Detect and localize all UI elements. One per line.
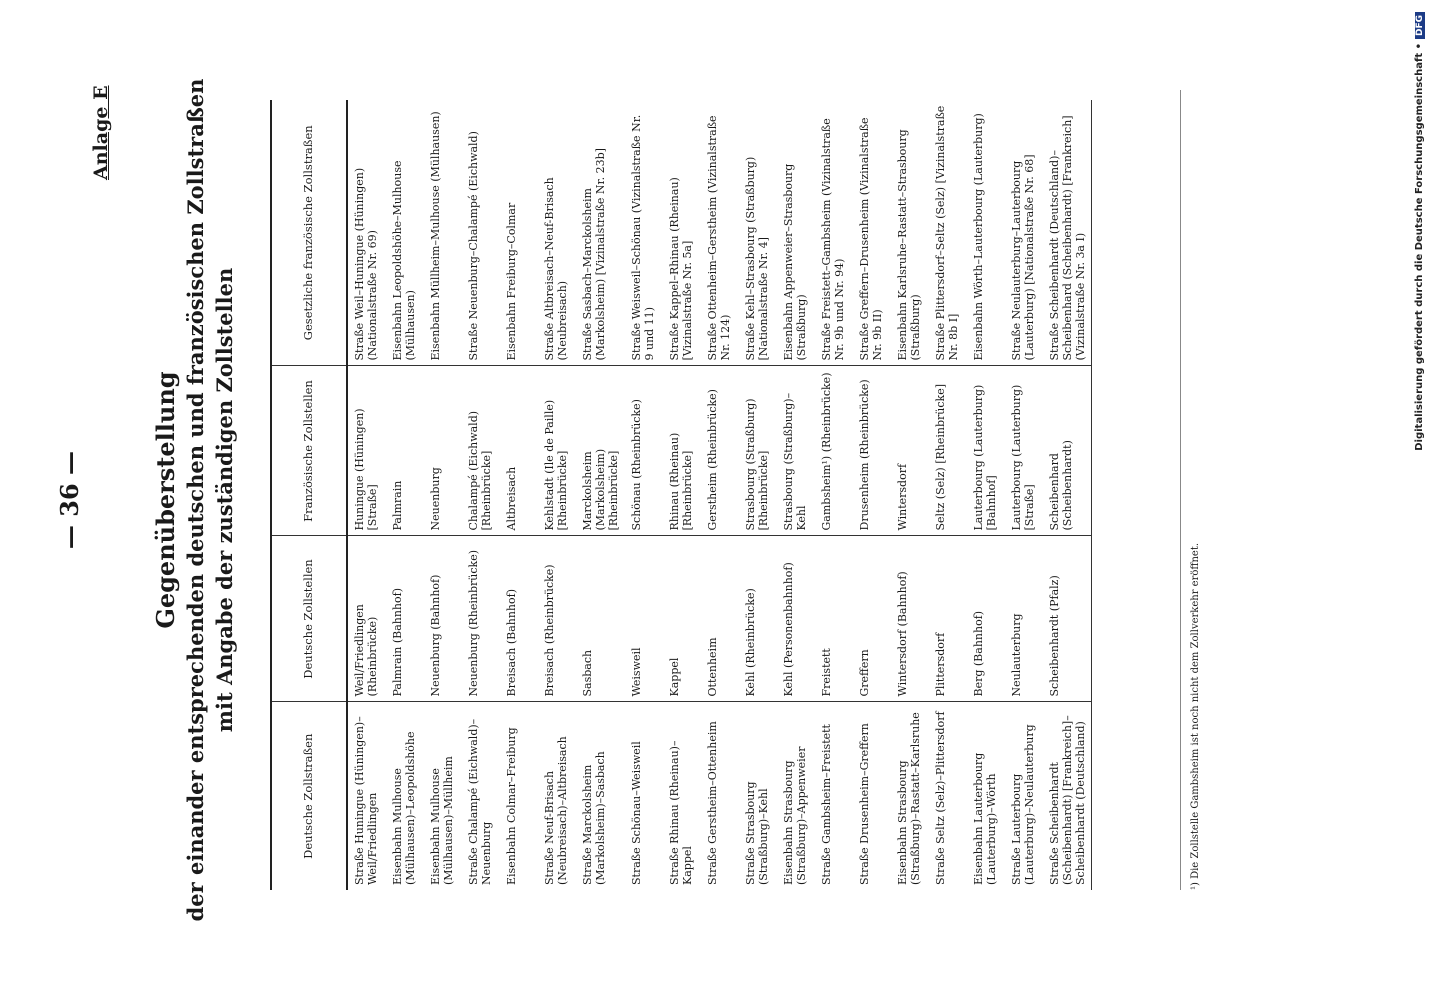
table-row — [538, 100, 576, 890]
footnote-divider — [1180, 90, 1181, 890]
cell-french-road: Straße Scheibenhardt (Deutschland)–Scheibenhard (Scheibenhardt) [Frankreich] (Vizinalstraße Nr. 3a I) — [1043, 100, 1092, 366]
cell-german-office: Weisweil — [625, 536, 663, 702]
cell-german-road: Eisenbahn Mulhouse (Mülhausen)–Leopoldshöhe — [391, 731, 418, 885]
cell-german-road: Straße Neuf-Brisach (Neubreisach)–Altbreisach — [543, 736, 570, 885]
appendix-label: Anlage E — [90, 85, 112, 180]
header-french-offices: Französische Zollstellen — [271, 366, 347, 536]
cell-german-office: Palmrain (Bahnhof) — [386, 536, 424, 702]
cell-french-road: Straße Ottenheim–Gerstheim (Vizinalstraße Nr. 124) — [701, 100, 739, 366]
cell-german-office: Ottenheim — [701, 536, 739, 702]
table-row — [815, 100, 853, 890]
title-line-2: der einander entsprechenden deutschen und französischen Zollstraßen — [183, 78, 209, 922]
table-row — [576, 100, 625, 890]
cell-german-road: Straße Gerstheim–Ottenheim — [705, 721, 719, 885]
cell-french-office: Marckolsheim (Markolsheim) [Rheinbrücke] — [576, 366, 625, 536]
cell-german-office: Berg (Bahnhof) — [967, 536, 1005, 702]
cell-german-office: Neuenburg (Bahnhof) — [424, 536, 462, 702]
table-row — [424, 100, 462, 890]
cell-french-office: Lauterbourg (Lauterburg) [Straße] — [1005, 366, 1043, 536]
cell-german-office: Kehl (Personenbahnhof) — [777, 536, 815, 702]
cell-german-office: Plittersdorf — [929, 536, 967, 702]
table-row — [739, 100, 777, 890]
cell-german-office: Weil/Friedlingen (Rheinbrücke) — [347, 536, 386, 702]
table-row — [701, 100, 739, 890]
cell-french-road: Straße Altbreisach–Neuf-Brisach (Neubreisach) — [538, 100, 576, 366]
cell-french-office: Gambsheim¹) (Rheinbrücke) — [815, 366, 853, 536]
cell-french-road: Eisenbahn Appenweier–Strasbourg (Straßburg) — [777, 100, 815, 366]
table-row — [891, 100, 929, 890]
cell-french-road: Straße Kehl–Strasbourg (Straßburg) [Nationalstraße Nr. 4] — [739, 100, 777, 366]
header-german-roads: Deutsche Zollstraßen — [271, 702, 347, 890]
page-number: — 36 — — [55, 450, 84, 550]
cell-french-road: Straße Neulauterburg–Lauterbourg (Lauterburg) [Nationalstraße Nr. 68] — [1005, 100, 1043, 366]
cell-german-office: Sasbach — [576, 536, 625, 702]
cell-german-road: Straße Strasbourg (Straßburg)–Kehl — [743, 781, 770, 885]
title-line-3: mit Angabe der zuständigen Zollstellen — [211, 267, 237, 733]
cell-german-office: Greffern — [853, 536, 891, 702]
cell-german-road: Straße Drusenheim–Greffern — [857, 723, 871, 885]
cell-french-office: Altbreisach — [500, 366, 538, 536]
cell-german-road: Straße Lauterbourg (Lauterburg)–Neulauterburg — [1009, 724, 1036, 885]
cell-french-road: Eisenbahn Karlsruhe–Rastatt–Strasbourg (Straßburg) — [891, 100, 929, 366]
cell-german-road: Straße Huningue (Hüningen)–Weil/Friedlingen — [353, 716, 380, 885]
cell-german-road: Straße Rhinau (Rheinau)–Kappel — [667, 740, 694, 885]
cell-french-office: Palmrain — [386, 366, 424, 536]
cell-german-road: Straße Seltz (Selz)–Plittersdorf — [933, 711, 947, 885]
cell-french-office: Drusenheim (Rheinbrücke) — [853, 366, 891, 536]
cell-french-office: Strasbourg (Straßburg)–Kehl — [777, 366, 815, 536]
cell-french-office: Rhinau (Rheinau) [Rheinbrücke] — [663, 366, 701, 536]
header-german-offices: Deutsche Zollstellen — [271, 536, 347, 702]
cell-german-road: Eisenbahn Strasbourg (Straßburg)–Appenweier — [781, 746, 808, 885]
cell-french-road: Straße Weil–Huningue (Hüningen) (Nationalstraße Nr. 69) — [347, 100, 386, 366]
table-row — [347, 100, 386, 890]
cell-french-office: Huningue (Hüningen) [Straße] — [347, 366, 386, 536]
footnote: ¹) Die Zollstelle Gambsheim ist noch nicht dem Zollverkehr eröffnet. — [1190, 542, 1201, 890]
credit-text: Digitalisierung gefördert durch die Deutsche Forschungsgemeinschaft • — [1414, 43, 1425, 451]
cell-german-office: Breisach (Rheinbrücke) — [538, 536, 576, 702]
table-row — [1043, 100, 1092, 890]
cell-french-road: Eisenbahn Müllheim–Mulhouse (Mülhausen) — [424, 100, 462, 366]
table-row — [929, 100, 967, 890]
cell-french-road: Straße Greffern–Drusenheim (Vizinalstraße Nr. 9b II) — [853, 100, 891, 366]
cell-german-office: Wintersdorf (Bahnhof) — [891, 536, 929, 702]
cell-french-office: Schönau (Rheinbrücke) — [625, 366, 663, 536]
cell-german-road: Eisenbahn Colmar–Freiburg — [505, 727, 518, 885]
cell-french-road: Straße Freistett–Gambsheim (Vizinalstraße Nr. 9b und Nr. 94) — [815, 100, 853, 366]
cell-french-road: Eisenbahn Freiburg–Colmar — [500, 100, 538, 366]
cell-french-office: Neuenburg — [424, 366, 462, 536]
table-header-row — [271, 100, 347, 890]
table-row — [462, 100, 500, 890]
cell-french-office: Kehlstadt (Ile de Paille) [Rheinbrücke] — [538, 366, 576, 536]
cell-german-road: Straße Schönau–Weisweil — [629, 741, 643, 885]
table-row — [625, 100, 663, 890]
table-row — [1005, 100, 1043, 890]
table-row — [777, 100, 815, 890]
cell-french-office: Wintersdorf — [891, 366, 929, 536]
table-row — [500, 100, 538, 890]
cell-german-road: Straße Chalampé (Eichwald)–Neuenburg — [467, 718, 494, 885]
cell-german-office: Kehl (Rheinbrücke) — [739, 536, 777, 702]
cell-german-office: Kappel — [663, 536, 701, 702]
cell-french-office: Seltz (Selz) [Rheinbrücke] — [929, 366, 967, 536]
cell-german-office: Freistett — [815, 536, 853, 702]
cell-french-road: Straße Sasbach–Marckolsheim (Markolsheim) [Vizinalstraße Nr. 23b] — [576, 100, 625, 366]
table-row — [386, 100, 424, 890]
cell-french-office: Scheibenhard (Scheibenhardt) — [1043, 366, 1092, 536]
cell-french-road: Straße Kappel–Rhinau (Rheinau) [Vizinalstraße Nr. 5a] — [663, 100, 701, 366]
cell-french-office: Gerstheim (Rheinbrücke) — [701, 366, 739, 536]
document-title — [150, 0, 239, 1000]
cell-french-road: Straße Neuenburg–Chalampé (Eichwald) — [462, 100, 500, 366]
cell-french-road: Straße Weisweil–Schönau (Vizinalstraße Nr. 9 und 11) — [625, 100, 663, 366]
title-line-1: Gegenüberstellung — [151, 371, 180, 629]
cell-french-office: Chalampé (Eichwald) [Rheinbrücke] — [462, 366, 500, 536]
cell-french-office: Strasbourg (Straßburg) [Rheinbrücke] — [739, 366, 777, 536]
customs-roads-table — [270, 100, 1092, 890]
cell-french-road: Straße Plittersdorf–Seltz (Selz) [Vizinalstraße Nr. 8b I] — [929, 100, 967, 366]
cell-german-road: Straße Gambsheim–Freistett — [819, 724, 833, 885]
cell-german-road: Straße Scheibenhardt (Scheibenhardt) [Frankreich]–Scheibenhardt (Deutschland) — [1043, 702, 1092, 890]
cell-german-road: Eisenbahn Mulhouse (Mülhausen)–Müllheim — [429, 756, 456, 885]
cell-german-road: Straße Marckolsheim (Markolsheim)–Sasbach — [581, 751, 608, 885]
dfg-logo: DFG — [1415, 12, 1425, 39]
cell-german-office: Scheibenhardt (Pfalz) — [1043, 536, 1092, 702]
header-french-roads: Gesetzliche französische Zollstraßen — [271, 100, 347, 366]
cell-german-office: Neulauterburg — [1005, 536, 1043, 702]
cell-german-road: Eisenbahn Lauterbourg (Lauterburg)–Wörth — [971, 752, 998, 885]
table-row — [663, 100, 701, 890]
table-row — [853, 100, 891, 890]
cell-german-office: Neuenburg (Rheinbrücke) — [462, 536, 500, 702]
cell-french-road: Eisenbahn Wörth–Lauterbourg (Lauterburg) — [967, 100, 1005, 366]
cell-german-road: Eisenbahn Strasbourg (Straßburg)–Rastatt–Karlsruhe — [895, 712, 922, 885]
cell-german-office: Breisach (Bahnhof) — [500, 536, 538, 702]
cell-french-office: Lauterbourg (Lauterburg) [Bahnhof] — [967, 366, 1005, 536]
digitization-credit — [1414, 0, 1425, 1000]
table-row — [967, 100, 1005, 890]
cell-french-road: Eisenbahn Leopoldshöhe–Mulhouse (Mülhausen) — [386, 100, 424, 366]
